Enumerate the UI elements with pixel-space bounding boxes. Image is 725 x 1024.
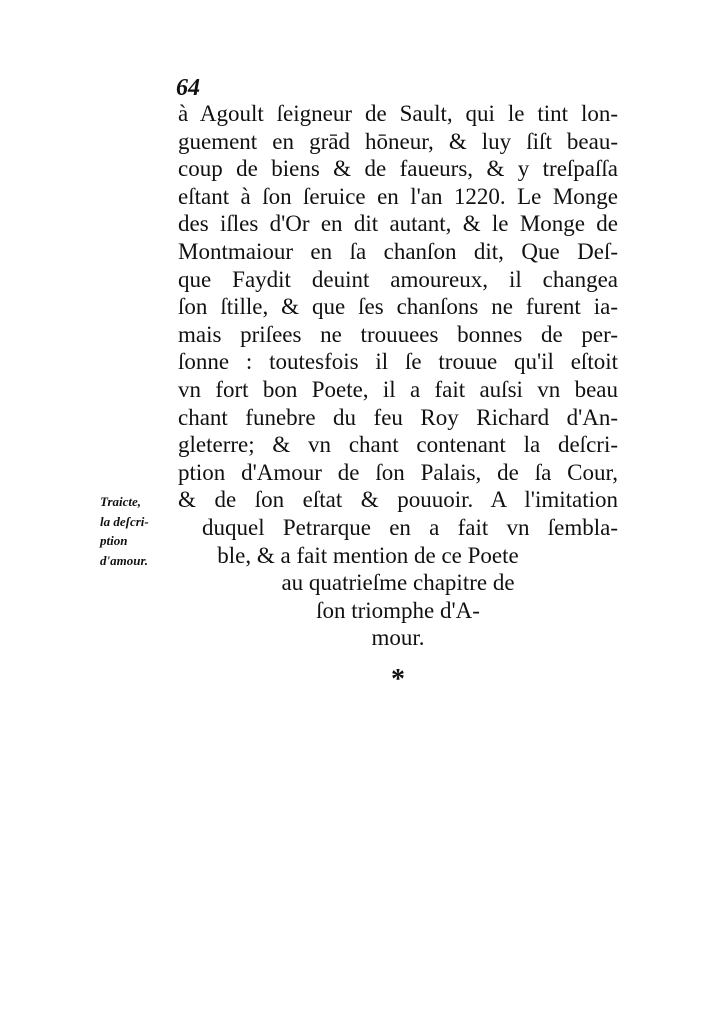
page-number: 64 <box>176 75 200 101</box>
text-line: ſon triomphe d'A- <box>316 597 480 623</box>
text-line: que Faydit deuint amoureux, il changea <box>178 266 618 292</box>
text-line: gleterre; & vn chant contenant la deſcri- <box>178 432 618 458</box>
end-ornament: * <box>391 664 405 695</box>
margin-note-line: la deſcri- <box>100 513 149 529</box>
margin-note-line: Traicte, <box>100 494 142 509</box>
text-line: & de ſon eſtat & pouuoir. A l'imitation <box>178 487 618 513</box>
text-line: coup de biens & de faueurs, & y treſpaſſa <box>178 156 618 182</box>
margin-note-line: d'amour. <box>100 552 149 568</box>
text-line: ption d'Amour de ſon Palais, de ſa Cour, <box>178 459 618 485</box>
text-line: guement en grād hōneur, & luy ſiſt beau- <box>178 128 618 154</box>
margin-note-line: ption <box>100 533 128 548</box>
text-line: ble, & a fait mention de ce Poete <box>217 542 519 568</box>
text-line: mais priſees ne trouuees bonnes de per- <box>178 321 618 347</box>
text-line: ſonne : toutesfois il ſe trouue qu'il eſtoit <box>178 349 618 375</box>
text-line: chant funebre du feu Roy Richard d'An- <box>178 404 618 430</box>
text-line: à Agoult ſeigneur de Sault, qui le tint lon- <box>178 101 618 126</box>
margin-note <box>100 492 180 570</box>
text-line: vn fort bon Poete, il a fait auſsi vn beau <box>178 376 618 402</box>
text-line: duquel Petrarque en a fait vn ſembla- <box>202 514 618 540</box>
text-line: au quatrieſme chapitre de <box>281 570 515 596</box>
text-line: des iſles d'Or en dit autant, & le Monge de <box>178 211 618 237</box>
text-line: eſtant à ſon ſeruice en l'an 1220. Le Monge <box>178 183 618 209</box>
text-line: Montmaiour en ſa chanſon dit, Que Deſ- <box>178 238 618 264</box>
text-line: ſon ſtille, & que ſes chanſons ne furent ia- <box>178 294 618 320</box>
body-text <box>178 100 618 652</box>
text-line: mour. <box>371 625 425 651</box>
